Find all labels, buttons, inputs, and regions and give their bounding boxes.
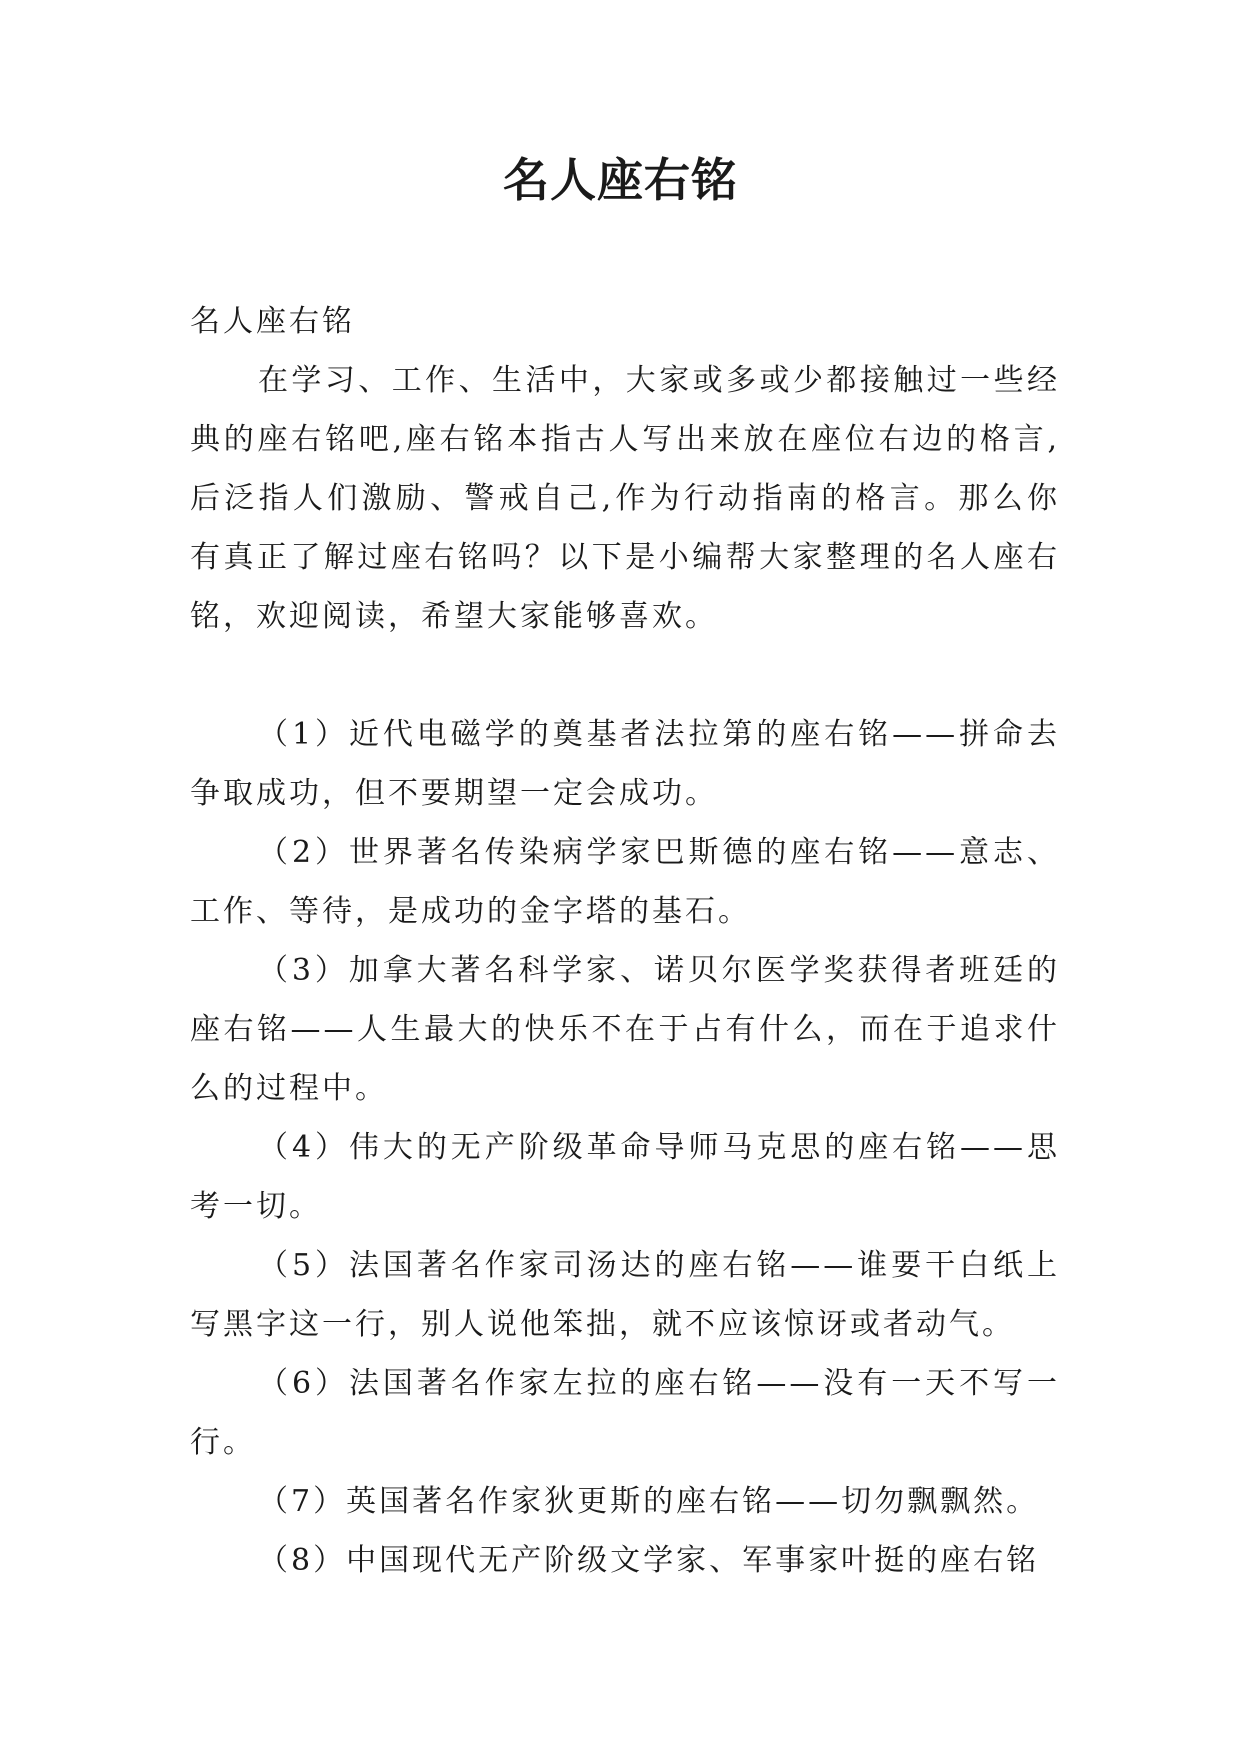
motto-item-1: （1）近代电磁学的奠基者法拉第的座右铭——拼命去争取成功，但不要期望一定会成功。: [190, 717, 1060, 811]
document-body: [190, 292, 1060, 1590]
motto-item-5: （5）法国著名作家司汤达的座右铭——谁要干白纸上写黑字这一行，别人说他笨拙，就不应该惊讶或者动气。: [190, 1248, 1060, 1342]
motto-item-2: （2）世界著名传染病学家巴斯德的座右铭——意志、工作、等待，是成功的金字塔的基石。: [190, 835, 1060, 929]
motto-item-7: （7）英国著名作家狄更斯的座右铭——切勿飘飘然。: [258, 1484, 1040, 1519]
motto-item-8: （8）中国现代无产阶级文学家、军事家叶挺的座右铭: [258, 1543, 1040, 1578]
paragraph-spacer: [190, 646, 1060, 705]
intro-paragraph: 在学习、工作、生活中，大家或多或少都接触过一些经典的座右铭吧,座右铭本指古人写出来放在座位右边的格言,后泛指人们激励、警戒自己,作为行动指南的格言。那么你有真正了解过座右铭吗？以下是小编帮大家整理的名人座右铭，欢迎阅读，希望大家能够喜欢。: [190, 363, 1060, 634]
document-subtitle: 名人座右铭: [190, 304, 355, 339]
document-title: 名人座右铭: [503, 153, 738, 207]
motto-item-6: （6）法国著名作家左拉的座右铭——没有一天不写一行。: [190, 1366, 1060, 1460]
motto-item-3: （3）加拿大著名科学家、诺贝尔医学奖获得者班廷的座右铭——人生最大的快乐不在于占有什么，而在于追求什么的过程中。: [190, 953, 1060, 1106]
motto-item-4: （4）伟大的无产阶级革命导师马克思的座右铭——思考一切。: [190, 1130, 1060, 1224]
